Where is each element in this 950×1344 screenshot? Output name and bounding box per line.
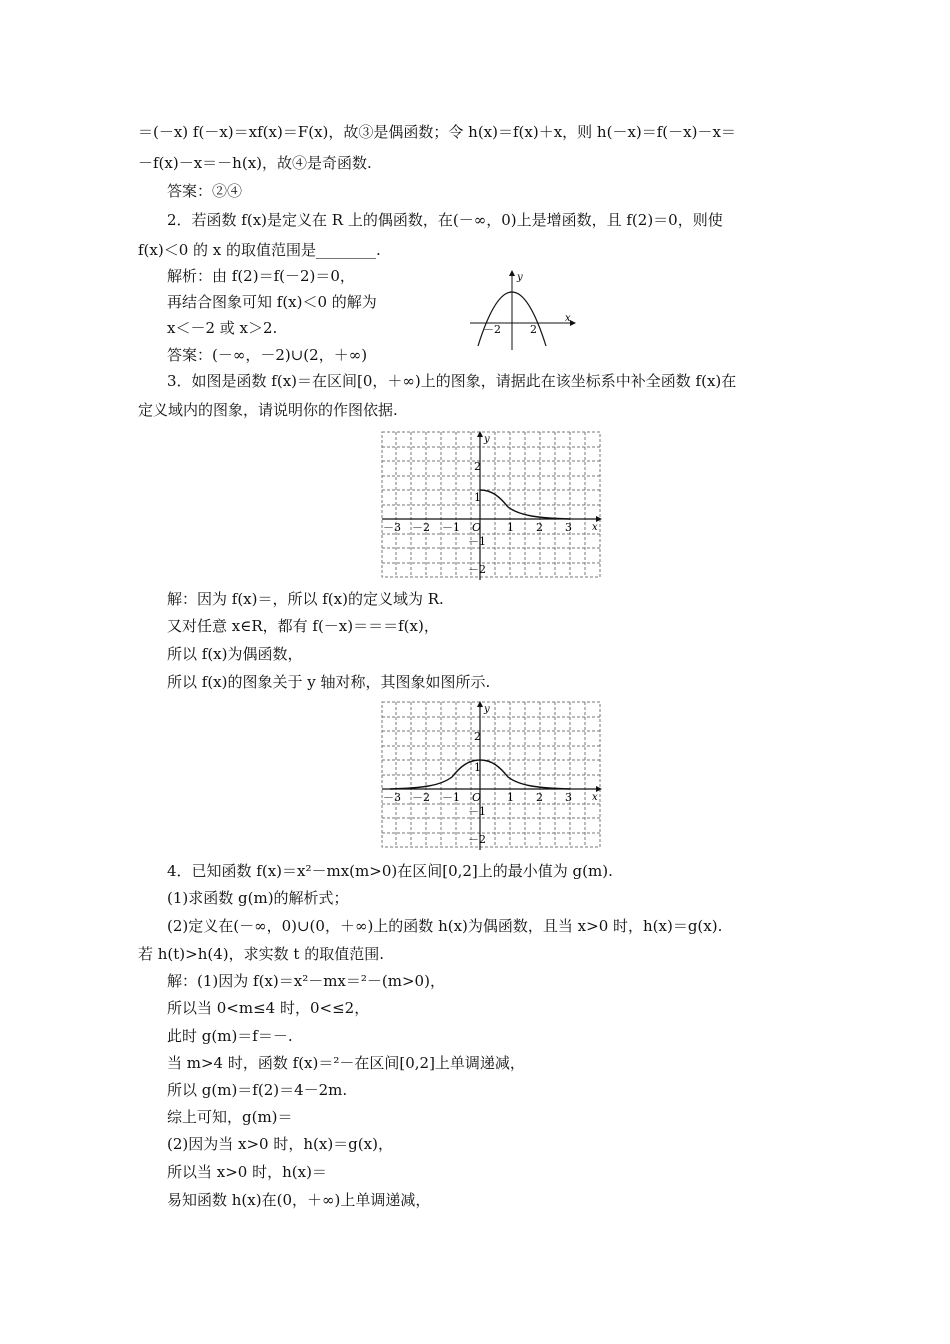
y-axis-label: y <box>484 704 490 715</box>
parabola-figure <box>462 268 580 352</box>
x-tick: －3 <box>383 521 401 534</box>
text-line: 定义域内的图象，请说明你的作图依据. <box>138 401 398 419</box>
x-tick: 3 <box>565 791 572 804</box>
x-tick: 2 <box>536 791 543 804</box>
y-axis-label: y <box>484 434 490 445</box>
x-axis-label: x <box>592 522 598 533</box>
y-tick: －1 <box>468 535 486 548</box>
question-4: 4．已知函数 f(x)＝x²－mx(m>0)在区间[0,2]上的最小值为 g(m). <box>167 862 613 880</box>
text-line: 当 m>4 时，函数 f(x)＝²－在区间[0,2]上单调递减， <box>167 1054 525 1072</box>
analysis-line: 解析：由 f(2)＝f(－2)＝0， <box>167 267 355 285</box>
x-tick: －1 <box>442 521 460 534</box>
text-line: (2)定义在(－∞，0)∪(0，＋∞)上的函数 h(x)为偶函数，且当 x>0 时，h(x)＝g(x). <box>167 917 723 935</box>
text-line: 所以 f(x)为偶函数， <box>167 645 303 663</box>
x-tick: －3 <box>383 791 401 804</box>
answer-line: 答案：(－∞，－2)∪(2，＋∞) <box>167 346 368 364</box>
grid-figure-right-half <box>380 430 606 582</box>
text-line: 若 h(t)>h(4)，求实数 t 的取值范围. <box>138 945 384 963</box>
x-tick: －2 <box>412 791 430 804</box>
x-tick: －1 <box>442 791 460 804</box>
x-tick: 1 <box>507 791 514 804</box>
text-line: (1)求函数 g(m)的解析式； <box>167 889 349 907</box>
text-line: 再结合图象可知 f(x)＜0 的解为 <box>167 293 377 311</box>
text-line: f(x)＜0 的 x 的取值范围是________. <box>138 241 381 259</box>
y-tick: －1 <box>468 805 486 818</box>
y-tick: －2 <box>468 563 486 576</box>
y-tick: 2 <box>474 460 481 473</box>
text-line: 易知函数 h(x)在(0，＋∞)上单调递减， <box>167 1191 431 1209</box>
text-line: x＜－2 或 x＞2. <box>167 319 278 337</box>
text-line: 所以 g(m)＝f(2)＝4－2m. <box>167 1081 348 1099</box>
grid-figure-full <box>380 700 606 852</box>
x-tick: 1 <box>507 521 514 534</box>
y-tick: 2 <box>474 730 481 743</box>
question-3: 3．如图是函数 f(x)＝在区间[0，＋∞)上的图象，请据此在该坐标系中补全函数 f(x)在 <box>167 372 737 390</box>
text-line: 又对任意 x∈R，都有 f(－x)＝＝＝f(x)， <box>167 617 439 635</box>
text-line: 所以当 x>0 时，h(x)＝ <box>167 1163 327 1181</box>
solution-line: 解：(1)因为 f(x)＝x²－mx＝²－(m>0)， <box>167 972 445 990</box>
origin-label: O <box>472 791 482 804</box>
question-2: 2．若函数 f(x)是定义在 R 上的偶函数，在(－∞，0)上是增函数，且 f(2)＝0，则使 <box>167 211 723 229</box>
tick-label: 2 <box>530 323 537 336</box>
text-line: －f(x)－x＝－h(x)，故④是奇函数. <box>138 154 372 172</box>
text-line: 此时 g(m)＝f＝－. <box>167 1027 293 1045</box>
x-tick: 2 <box>536 521 543 534</box>
text-line: 所以当 0<m≤4 时，0<≤2， <box>167 999 370 1017</box>
x-tick: －2 <box>412 521 430 534</box>
text-line: 综上可知，g(m)＝ <box>167 1108 293 1126</box>
x-axis-label: x <box>592 792 598 803</box>
solution-line: 解：因为 f(x)＝，所以 f(x)的定义域为 R. <box>167 590 444 608</box>
y-tick: 1 <box>474 761 481 774</box>
x-axis-label: x <box>565 313 571 324</box>
text-line: 所以 f(x)的图象关于 y 轴对称，其图象如图所示. <box>167 673 491 691</box>
answer-line: 答案：②④ <box>167 182 243 200</box>
text-line: ＝(－x) f(－x)＝xf(x)＝F(x)，故③是偶函数；令 h(x)＝f(x)＋x，则 h(－x)＝f(－x)－x＝ <box>138 123 736 141</box>
text-line: (2)因为当 x>0 时，h(x)＝g(x)， <box>167 1135 393 1153</box>
y-tick: －2 <box>468 833 486 846</box>
y-tick: 1 <box>474 491 481 504</box>
y-axis-label: y <box>517 272 523 283</box>
origin-label: O <box>472 521 482 534</box>
x-tick: 3 <box>565 521 572 534</box>
tick-label: －2 <box>483 323 501 336</box>
